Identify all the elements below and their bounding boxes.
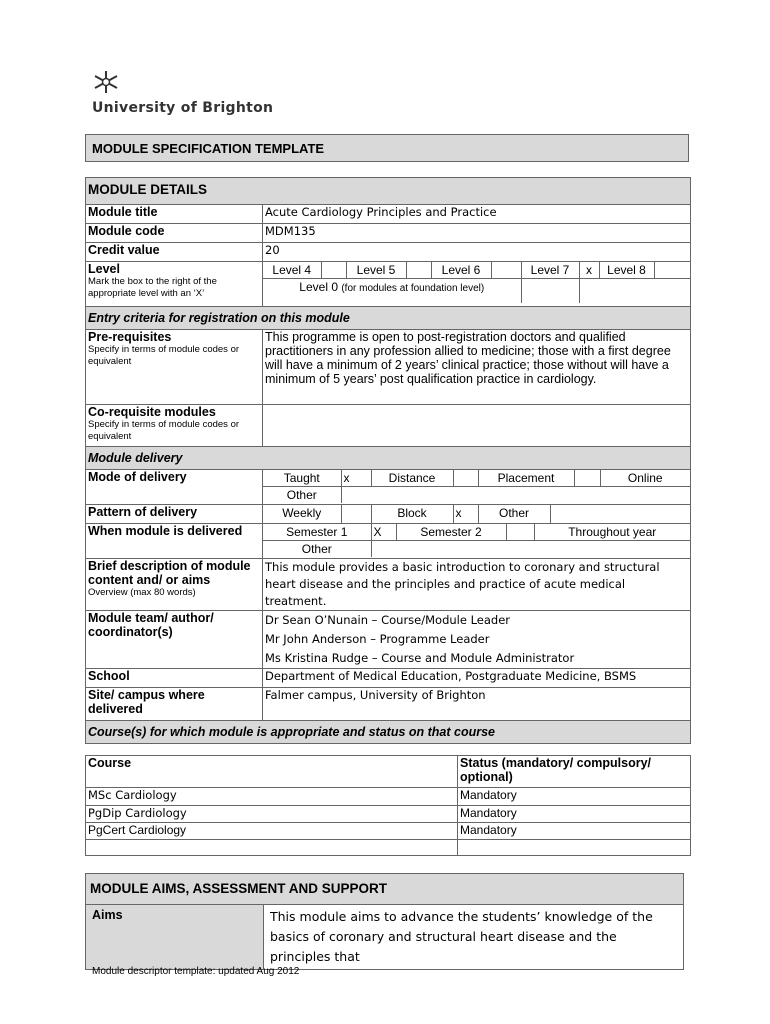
mode-taught-label: Taught — [263, 470, 341, 487]
level-0-cell — [263, 279, 521, 303]
pattern-other-box[interactable] — [550, 505, 690, 523]
coreq-hint: Specify in terms of module codes or equivalent — [88, 419, 240, 442]
aims-table — [85, 873, 684, 970]
level-0-label: Level 0 — [299, 280, 338, 294]
coreq-label-cell — [86, 405, 263, 447]
aims-label: Aims — [86, 905, 264, 970]
module-details-heading: MODULE DETAILS — [86, 178, 691, 205]
course-status: Mandatory — [458, 823, 691, 840]
mode-other-label: Other — [263, 487, 341, 504]
module-code-label: Module code — [86, 224, 263, 243]
level-7-box[interactable]: x — [579, 262, 599, 279]
level-cell — [263, 262, 691, 307]
when-other-label: Other — [263, 541, 371, 558]
level-0-note: (for modules at foundation level) — [341, 283, 485, 294]
course-status: Mandatory — [458, 788, 691, 806]
when-sem1-label: Semester 1 — [263, 524, 371, 541]
when-cell — [263, 524, 691, 559]
brief-hint: Overview (max 80 words) — [88, 587, 196, 598]
mode-online-label: Online — [600, 470, 690, 487]
aims-value: This module aims to advance the students’ knowledge of the basics of coronary and structural heart disease and the principles that — [264, 905, 684, 970]
when-label: When module is delivered — [86, 524, 263, 559]
team-label: Module team/ author/ coordinator(s) — [86, 611, 263, 669]
mode-distance-label: Distance — [371, 470, 453, 487]
level-6-box[interactable] — [491, 262, 521, 279]
team-member: Mr John Anderson – Programme Leader — [265, 632, 490, 646]
mode-label: Mode of delivery — [86, 470, 263, 505]
level-hint: Mark the box to the right of the appropriate level with an ‘X’ — [88, 276, 217, 299]
when-sem2-label: Semester 2 — [396, 524, 506, 541]
mode-placement-box[interactable] — [574, 470, 600, 487]
pattern-cell — [263, 505, 691, 524]
template-title-box — [85, 134, 689, 162]
team-member: Dr Sean O’Nunain – Course/Module Leader — [265, 613, 511, 627]
university-name: University of Brighton — [92, 100, 274, 116]
course-name: MSc Cardiology — [86, 788, 458, 806]
course-name: PgCert Cardiology — [86, 823, 458, 840]
when-throughout-label: Throughout year — [534, 524, 690, 541]
mode-taught-box[interactable]: x — [341, 470, 371, 487]
module-delivery-heading: Module delivery — [86, 447, 691, 470]
pattern-block-box[interactable]: x — [453, 505, 478, 523]
module-code-value: MDM135 — [263, 224, 691, 243]
course-column-header: Course — [86, 756, 458, 788]
level-0-box[interactable] — [521, 279, 579, 303]
status-column-header: Status (mandatory/ compulsory/ optional) — [458, 756, 691, 788]
level-8-label: Level 8 — [599, 262, 654, 279]
mode-other-box[interactable] — [341, 487, 690, 504]
when-sem1-box[interactable]: X — [371, 524, 396, 541]
courses-heading: Course(s) for which module is appropriate and status on that course — [86, 721, 691, 744]
module-title-label: Module title — [86, 205, 263, 224]
when-sem2-box[interactable] — [506, 524, 534, 541]
mode-distance-box[interactable] — [453, 470, 478, 487]
credit-label: Credit value — [86, 243, 263, 262]
level-7-label: Level 7 — [521, 262, 579, 279]
course-status: Mandatory — [458, 806, 691, 823]
entry-criteria-heading: Entry criteria for registration on this module — [86, 307, 691, 330]
when-other-box[interactable] — [371, 541, 690, 558]
brief-label: Brief description of module content and/ or aims — [88, 559, 251, 587]
site-label: Site/ campus where delivered — [86, 688, 263, 721]
team-member: Ms Kristina Rudge – Course and Module Administrator — [265, 651, 575, 665]
level-5-label: Level 5 — [346, 262, 406, 279]
star-logo-icon — [92, 70, 122, 99]
pattern-other-label: Other — [478, 505, 550, 523]
level-label-cell — [86, 262, 263, 307]
course-status-empty — [458, 840, 691, 856]
template-title: MODULE SPECIFICATION TEMPLATE — [92, 141, 325, 156]
brief-label-cell — [86, 559, 263, 611]
prereq-label-cell — [86, 330, 263, 405]
pattern-weekly-label: Weekly — [263, 505, 341, 523]
level-5-box[interactable] — [406, 262, 431, 279]
footer-note: Module descriptor template: updated Aug 2012 — [92, 966, 300, 977]
prereq-hint: Specify in terms of module codes or equivalent — [88, 344, 240, 367]
credit-value: 20 — [263, 243, 691, 262]
module-title-value: Acute Cardiology Principles and Practice — [263, 205, 691, 224]
module-details-table — [85, 177, 691, 744]
brief-value: This module provides a basic introduction to coronary and structural heart disease and the principles and practice of acute medical treatment. — [263, 559, 691, 611]
level-6-label: Level 6 — [431, 262, 491, 279]
level-4-box[interactable] — [321, 262, 346, 279]
pattern-label: Pattern of delivery — [86, 505, 263, 524]
mode-placement-label: Placement — [478, 470, 574, 487]
coreq-value — [263, 405, 691, 447]
prereq-label: Pre-requisites — [88, 330, 172, 344]
courses-table — [85, 755, 691, 856]
pattern-weekly-box[interactable] — [341, 505, 371, 523]
mode-cell — [263, 470, 691, 505]
level-4-label: Level 4 — [263, 262, 321, 279]
pattern-block-label: Block — [371, 505, 453, 523]
course-name: PgDip Cardiology — [86, 806, 458, 823]
site-value: Falmer campus, University of Brighton — [263, 688, 691, 721]
prereq-value: This programme is open to post-registration doctors and qualified practitioners in any profession allied to medicine; those with a first degree will have a minimum of 2 years’ clinical practice; those without will have a minimum of 5 years’ post qualification practice in cardiology. — [263, 330, 691, 405]
team-value — [263, 611, 691, 669]
school-label: School — [86, 669, 263, 688]
school-value: Department of Medical Education, Postgraduate Medicine, BSMS — [263, 669, 691, 688]
course-name-empty — [86, 840, 458, 856]
level-8-box[interactable] — [654, 262, 690, 279]
coreq-label: Co-requisite modules — [88, 405, 216, 419]
aims-section-heading: MODULE AIMS, ASSESSMENT AND SUPPORT — [86, 874, 684, 905]
level-label: Level — [88, 262, 120, 276]
